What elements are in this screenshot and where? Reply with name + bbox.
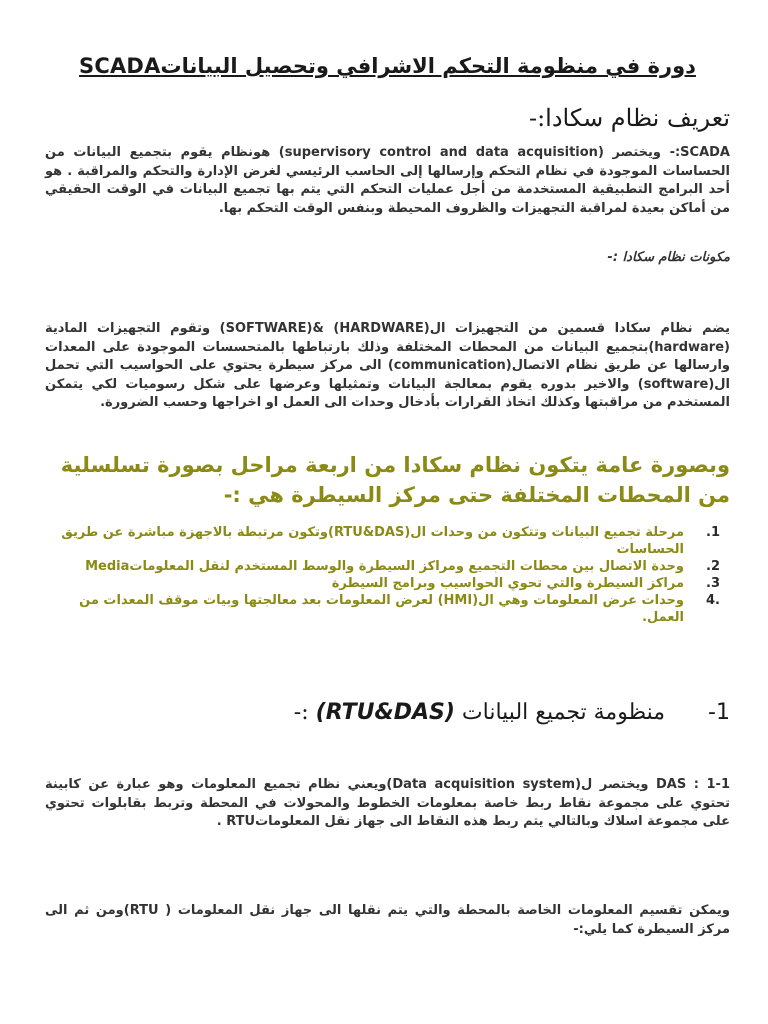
section-heading-definition: تعريف نظام سكادا:-	[528, 104, 730, 132]
list-item-text: مرحلة تجميع البيانات وتتكون من وحدات ال(RTU&DAS)وتكون مرتبطة بالاجهزة مباشرة عن طريق الحساسات	[61, 525, 684, 557]
list-item	[60, 575, 730, 592]
list-item-text: مراكز السيطرة والتي تحوي الحواسيب وبرامج السيطرة	[331, 576, 684, 591]
paragraph-division: ويمكن تقسيم المعلومات الخاصة بالمحطة والتي يتم نقلها الى جهاز نقل المعلومات ( RTU)ومن ثم الى مركز السيطرة كما يلي:-	[45, 903, 731, 937]
list-item-number: 3.	[706, 576, 720, 591]
list-item-text: وحدات عرض المعلومات وهي ال(HMI) لعرض المعلومات بعد معالجتها وبيات موقف المعدات من العمل.	[79, 593, 684, 625]
list-item-number: 2.	[706, 559, 720, 574]
list-item	[60, 524, 730, 558]
section-title-latin: (RTU&DAS)	[315, 700, 455, 725]
stages-heading: وبصورة عامة يتكون نظام سكادا من اربعة مراحل بصورة تسلسلية من المحطات المختلفة حتى مركز السيطرة هي :-	[60, 453, 730, 507]
document-title: دورة في منظومة التحكم الاشرافي وتحصيل البياناتSCADA	[79, 54, 696, 78]
paragraph-das: 1-1 : DAS ويختصر ل(Data acquisition system)ويعني نظام تجميع المعلومات وهو عبارة عن كابينة تحتوي على مجموعة نقاط ربط خاصة بمعلومات الخطوط والمحولات في المحطة وتربط بقابلوات تحتوي على مجموعة اسلاك وبالتالي يتم ربط هذه النقاط الى جهاز نقل المعلوماتRTU .	[45, 777, 730, 829]
list-item-number: .4	[706, 593, 720, 608]
section-number: 1-	[708, 700, 730, 725]
paragraph-components: يضم نظام سكادا قسمين من التجهيزات ال(HARDWARE) &(SOFTWARE) وتقوم التجهيزات المادية (hardware)بتجميع البيانات من المحطات المختلفة وذلك بارتباطها بالمتحسسات الموجودة على المعدات وارسالها عن طريق نظام الاتصال(communication) الى مركز سيطرة يحتوي على الحواسيب التي تحمل ال(software) والاخير بدوره يقوم بمعالجة البيانات وتمثيلها وعرضها على شكل رسوميات لكي يتمكن المستخدم من مراقبتها وكذلك اتخاذ القرارات بأدخال وحدات الى العمل او اخراجها وحسب الضرورة.	[45, 321, 730, 410]
stages-list	[60, 524, 730, 626]
list-item	[60, 558, 730, 575]
list-item	[60, 592, 730, 626]
section-title-suffix: :-	[293, 700, 309, 725]
list-item-number: 1.	[706, 525, 720, 540]
list-item-text: وحدة الاتصال بين محطات التجميع ومراكز السيطرة والوسط المستخدم لنقل المعلوماتMedia	[85, 559, 684, 574]
section-heading-rtu-das	[45, 700, 730, 725]
paragraph-definition: SCADA:- ويختصر (supervisory control and data acquisition) هونظام يقوم بتجميع البيانات من الحساسات الموجودة في نظام التحكم وإرسالها إلى الحاسب الرئيسي لغرض الإدارة والتحكم والمراقبة . هو أحد البرامج التطبيقية المستخدمة من أجل عمليات التحكم التي يتم بها تجميع البيانات في الوقت الحقيقي من أماكن بعيدة لمراقبة التجهيزات والظروف المحيطة وبنفس الوقت التحكم بها.	[45, 145, 730, 216]
components-heading: مكونات نظام سكادا :-	[607, 250, 730, 265]
section-title: منظومة تجميع البيانات	[461, 700, 666, 725]
